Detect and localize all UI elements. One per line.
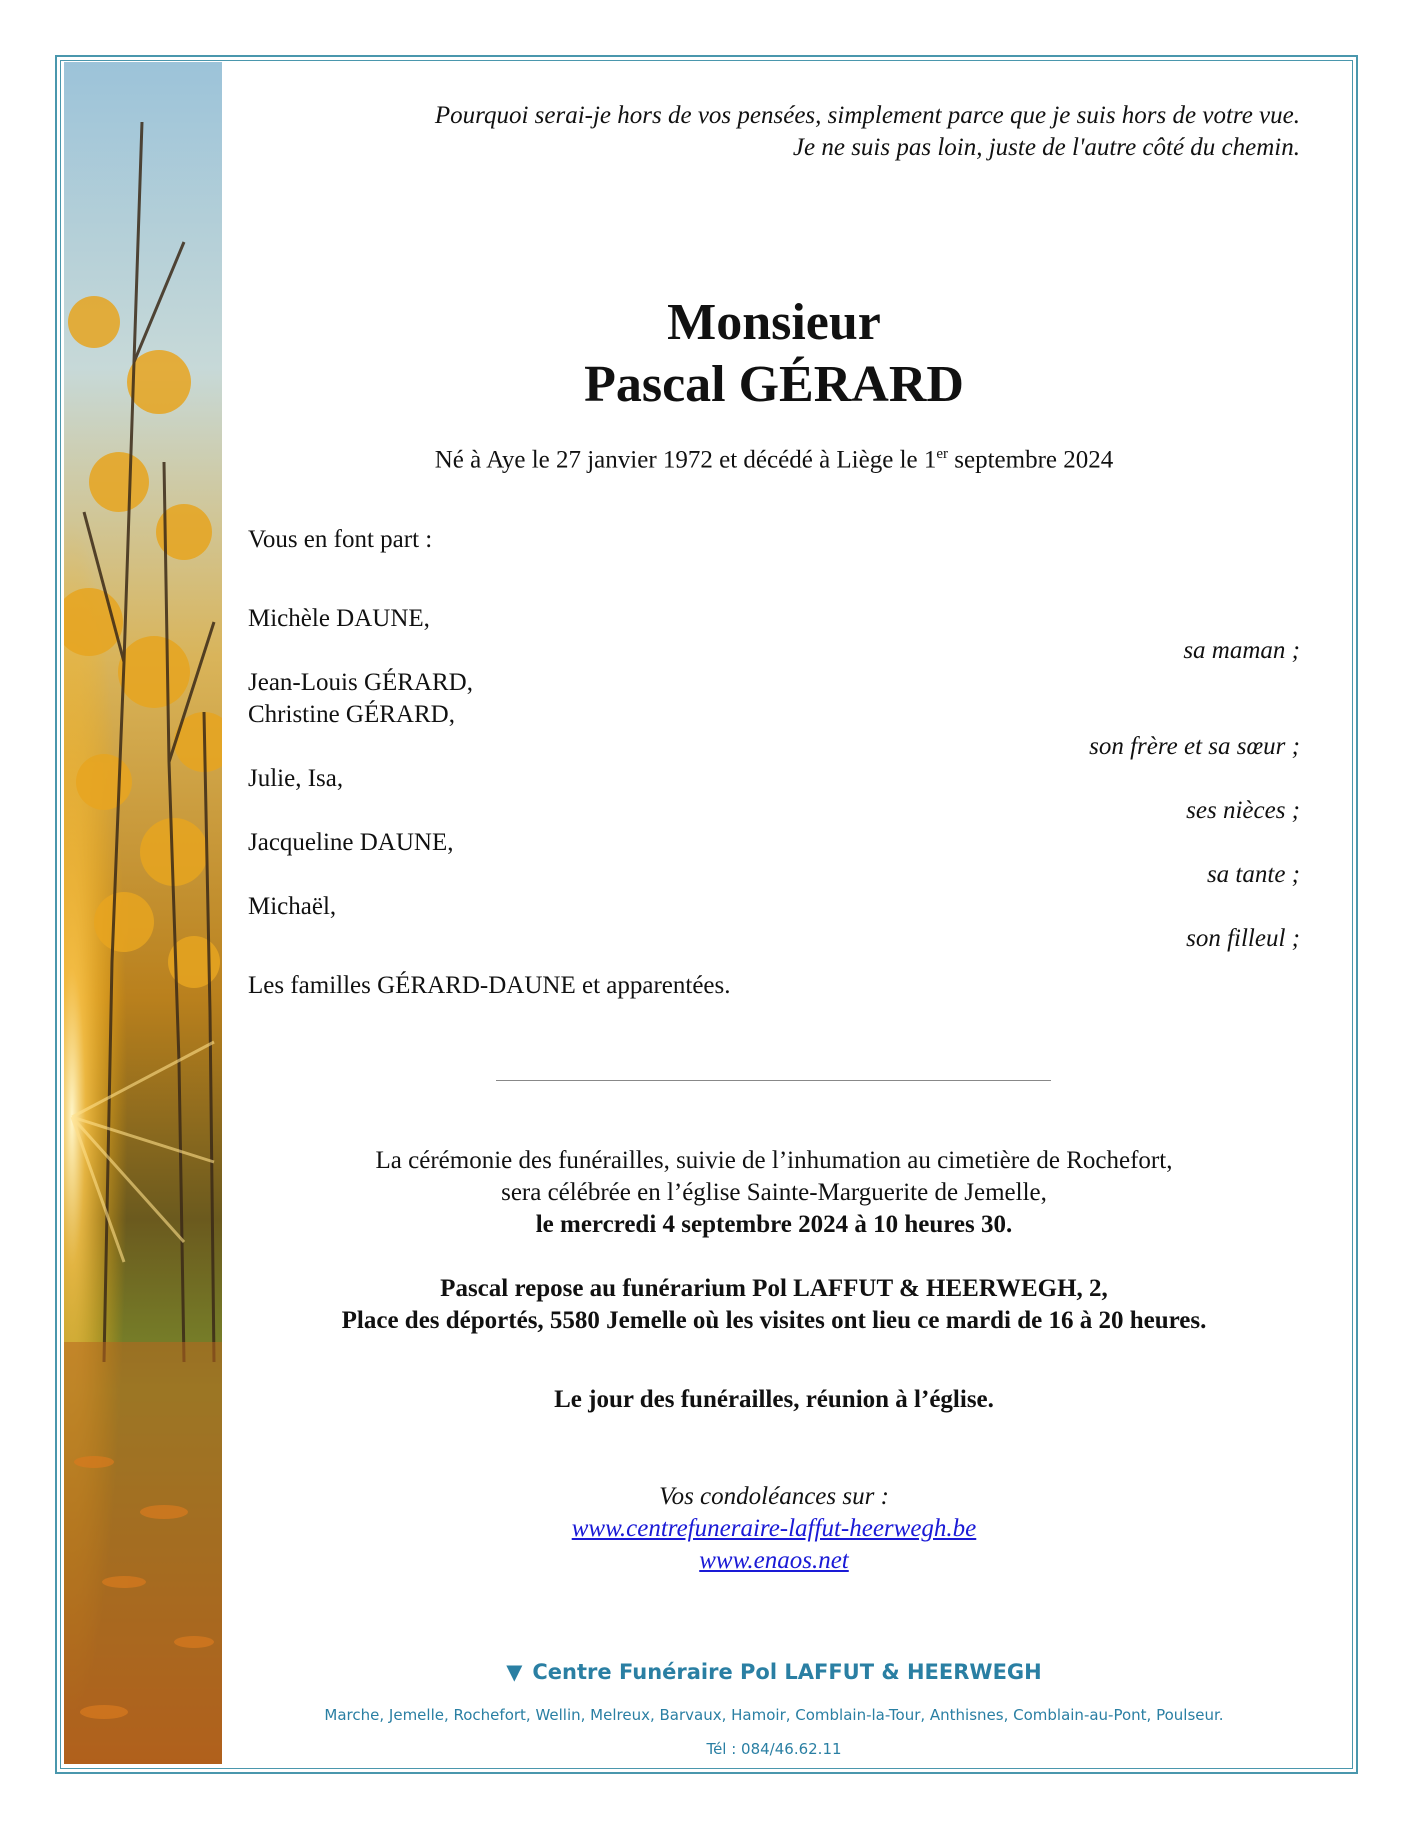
family-name: Michaël,: [248, 893, 337, 920]
condolences-block: [248, 1481, 1300, 1577]
meeting-line: Le jour des funérailles, réunion à l’église.: [554, 1386, 994, 1413]
family-name: Julie, Isa,: [248, 765, 344, 792]
autumn-forest-photo: [64, 62, 222, 1764]
funeral-home-phone: Tél : 084/46.62.11: [706, 1740, 842, 1758]
family-name: Christine GÉRARD,: [248, 701, 455, 728]
ceremony-line-2: sera célébrée en l’église Sainte-Marguerite de Jemelle,: [501, 1179, 1047, 1206]
ceremony-line-1: La cérémonie des funérailles, suivie de l’inhumation au cimetière de Rochefort,: [375, 1147, 1173, 1174]
announce-label: Vous en font part :: [248, 526, 433, 553]
family-relation: son frère et sa sœur ;: [1089, 733, 1300, 760]
birth-death-line: [248, 446, 1300, 474]
family-relation: sa tante ;: [1206, 861, 1300, 888]
ceremony-block: [248, 1145, 1300, 1241]
deceased-name: Pascal GÉRARD: [584, 356, 964, 413]
family-relation: son filleul ;: [1186, 925, 1300, 952]
condolences-link-enaos[interactable]: www.enaos.net: [699, 1547, 849, 1574]
honorific: Monsieur: [667, 294, 881, 351]
families-line: Les familles GÉRARD-DAUNE et apparentées.: [248, 972, 731, 999]
family-name: Jean-Louis GÉRARD,: [248, 669, 473, 696]
family-relation: ses nièces ;: [1186, 797, 1300, 824]
family-name: Michèle DAUNE,: [248, 605, 430, 632]
family-relation: sa maman ;: [1183, 637, 1300, 664]
birth-death-text: Né à Aye le 27 janvier 1972 et décédé à Liège le 1: [434, 446, 937, 474]
quote-line-1: Pourquoi serai-je hors de vos pensées, simplement parce que je suis hors de votre vue.: [434, 102, 1300, 129]
condolences-label: Vos condoléances sur :: [659, 1483, 889, 1510]
quote-line-2: Je ne suis pas loin, juste de l'autre côté du chemin.: [792, 134, 1300, 161]
funeral-home-locations: Marche, Jemelle, Rochefort, Wellin, Melreux, Barvaux, Hamoir, Comblain-la-Tour, Anthisnes, Comblain-au-Pont, Poulseur.: [324, 1706, 1224, 1724]
birth-death-tail: septembre 2024: [948, 446, 1114, 474]
ordinal-suffix: er: [936, 446, 949, 462]
opening-quote: [248, 100, 1300, 164]
rest-block: [248, 1273, 1300, 1337]
rest-line-1: Pascal repose au funérarium Pol LAFFUT & HEERWEGH, 2,: [440, 1275, 1108, 1302]
rest-line-2: Place des déportés, 5580 Jemelle où les visites ont lieu ce mardi de 16 à 20 heures.: [341, 1307, 1207, 1334]
funeral-home-name: [248, 1660, 1300, 1684]
separator-line: [496, 1080, 1051, 1081]
triangle-down-icon: ▼: [506, 1660, 523, 1684]
condolences-link-main[interactable]: www.centrefuneraire-laffut-heerwegh.be: [571, 1515, 977, 1542]
family-name: Jacqueline DAUNE,: [248, 829, 454, 856]
funeral-home-label: Centre Funéraire Pol LAFFUT & HEERWEGH: [532, 1660, 1042, 1684]
ceremony-date: le mercredi 4 septembre 2024 à 10 heures 30.: [535, 1211, 1013, 1238]
